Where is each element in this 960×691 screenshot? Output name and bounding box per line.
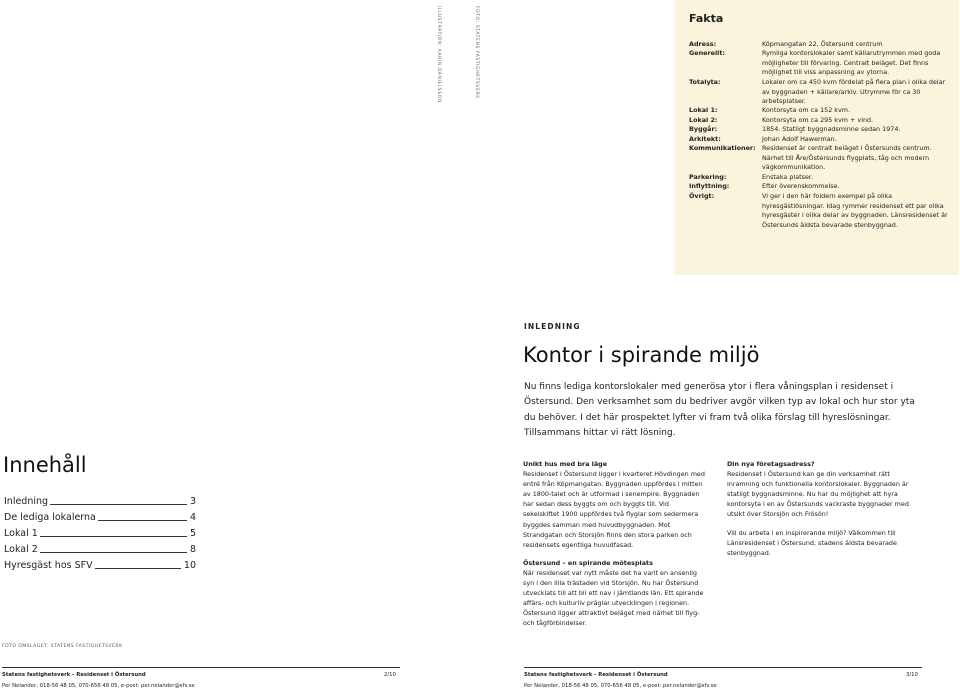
fakta-key: Kommunikationer: (689, 144, 756, 152)
fakta-value: Köpmangatan 22, Östersund centrum (762, 40, 883, 48)
footer-contact-left: Per Nelander, 018-56 48 05, 070-656 48 05, e-post: per.nelander@sfv.se (2, 683, 195, 689)
toc-item[interactable] (4, 509, 196, 523)
toc-page: 10 (183, 560, 196, 571)
fakta-value: Residenset är centralt beläget i Östersunds centrum. Närhet till Åre/Östersunds flygplats, tåg och modern vägkommunikation. (762, 144, 932, 171)
footer-rule-left (2, 667, 400, 668)
toc-label: Inledning (4, 496, 49, 507)
fakta-value: Enstaka platser. (762, 173, 813, 181)
toc-label: De lediga lokalerna (4, 512, 96, 523)
footer-org: Statens fastighetsverk (524, 672, 593, 678)
lead-paragraph: Nu finns lediga kontorslokaler med generösa ytor i flera våningsplan i residenset i Östersund. Den verksamhet som du bedriver avgör vilken typ av lokal och hur stor yta du behöver. I det här prospektet lyfter vi fram två olika förslag till hyreslösningar. Tillsammans hittar vi rätt lösning. (524, 382, 915, 439)
cover-photo-credit: FOTO OMSLAGET: STATENS FASTIGHETSVERK (2, 644, 123, 649)
footer-separator: – (593, 672, 597, 678)
toc-item[interactable] (4, 493, 196, 507)
footer-subject: Residenset i Östersund (598, 672, 668, 678)
fakta-key: Parkering: (689, 173, 727, 181)
section-heading: Östersund – en spirande mötesplats (523, 558, 653, 567)
toc-label: Lokal 1 (4, 528, 38, 539)
fakta-value: Lokaler om ca 450 kvm fördelat på flera plan i olika delar av byggnaden + källare/arkiv. Utrymme för ca 30 arbetsplatser. (762, 78, 946, 105)
body-paragraph: Vill du arbeta i en inspirerande miljö? Välkommen till Länsresidenset i Östersund, stadens äldsta bevarade stenbyggnad. (727, 528, 897, 557)
illustration-credit: ILLUSTRATION: KARIN DANIELSSON (436, 6, 441, 103)
fakta-value: Rymliga kontorslokaler samt källarutrymmen med goda möjligheter till förvaring. Centralt beläget. Det finns möjlighet till viss anpassning av ytorna. (762, 49, 941, 76)
fakta-key: Övrigt: (689, 192, 715, 200)
fakta-value: Kontorsyta om ca 295 kvm + vind. (762, 116, 874, 124)
section-heading: Unikt hus med bra läge (523, 460, 608, 468)
fakta-key: Byggår: (689, 125, 718, 133)
toc-title: Innehåll (3, 453, 87, 477)
toc-leader (40, 536, 187, 537)
toc-leader (95, 568, 181, 569)
section-kicker: INLEDNING (524, 322, 581, 331)
toc-page: 3 (189, 496, 196, 507)
footer-page-right: 3/10 (906, 672, 918, 678)
toc-item[interactable] (4, 525, 196, 539)
fakta-key: Generellt: (689, 49, 725, 57)
body-paragraph: Residenset i Östersund ligger i kvarteret Hövdingen med entré från Köpmangatan. Byggnaden uppfördes i mitten av 1800-talet och är utformad i senempire. Byggnaden har sedan dess byggts om och byggts till. Vid sekelskiftet 1900 uppfördes två flyglar som sedermera byggdes samman med huvudbyggnaden. Mot Strandgatan och Storsjön finns den stora parken och residensets egentliga huvudfasad. (523, 470, 705, 549)
toc-label: Lokal 2 (4, 544, 38, 555)
fakta-value: Efter överenskommelse. (762, 182, 840, 190)
toc-page: 4 (189, 512, 196, 523)
fakta-value: 1854. Statligt byggnadsminne sedan 1974. (762, 125, 901, 133)
fakta-value: Johan Adolf Hawerman. (762, 135, 837, 143)
photo-credit: FOTO: STATENS FASTIGHETSVERK (474, 6, 479, 99)
section-heading: Din nya företagsadress? (727, 460, 815, 468)
footer-page-left: 2/10 (384, 672, 396, 678)
toc-leader (40, 552, 187, 553)
body-paragraph: När residenset var nytt måste det ha varit en ansenlig syn i den lilla trästaden vid Storsjön. Nu har Östersund utvecklats till att bli ett nav i Jämtlands län. Ett spirande affärs- och kulturliv präglar utvecklingen i regionen. Östersund ligger attraktivt beläget med närhet till flyg- och tågförbindelser. (523, 568, 704, 628)
fakta-title: Fakta (689, 12, 724, 25)
toc-page: 5 (189, 528, 196, 539)
toc-item[interactable] (4, 557, 196, 571)
fakta-box (675, 0, 959, 275)
toc-leader (98, 520, 187, 521)
page-title: Kontor i spirande miljö (523, 343, 760, 367)
body-column-right (727, 459, 911, 566)
toc-page: 8 (189, 544, 196, 555)
fakta-key: Inflyttning: (689, 182, 730, 190)
fakta-key: Totalyta: (689, 78, 721, 86)
footer-title-left (2, 672, 146, 678)
footer-org: Statens fastighetsverk (2, 672, 71, 678)
fakta-key: Lokal 1: (689, 106, 718, 114)
body-column-left (523, 459, 707, 637)
footer-separator: – (71, 672, 75, 678)
fakta-value: Vi ger i den här foldern exempel på olika hyresgästlösningar. Idag rymmer residenset ett par olika hyresgäster i olika delar av byggnaden. Länsresidenset är Östersunds äldsta bevarade stenbyggnad. (762, 192, 948, 229)
footer-contact-right: Per Nelander, 018-56 48 05, 070-656 48 05, e-post: per.nelander@sfv.se (524, 683, 717, 689)
fakta-key: Adress: (689, 40, 717, 48)
body-paragraph: Residenset i Östersund kan ge din verksamhet rätt inramning och funktionella kontorslokaler. Byggnaden är statligt byggnadsminne. Nu har du möjlighet att hyra kontorsyta i en av Östersunds vackraste byggnader med utsikt över Storsjön och Frösön! (727, 470, 909, 519)
fakta-key: Arkitekt: (689, 135, 721, 143)
footer-rule-right (524, 667, 922, 668)
footer-subject: Residenset i Östersund (76, 672, 146, 678)
fakta-value: Kontorsyta om ca 152 kvm. (762, 106, 851, 114)
fakta-key: Lokal 2: (689, 116, 718, 124)
toc-item[interactable] (4, 541, 196, 555)
toc-leader (50, 504, 187, 505)
toc-label: Hyresgäst hos SFV (4, 560, 93, 571)
footer-title-right (524, 672, 668, 678)
